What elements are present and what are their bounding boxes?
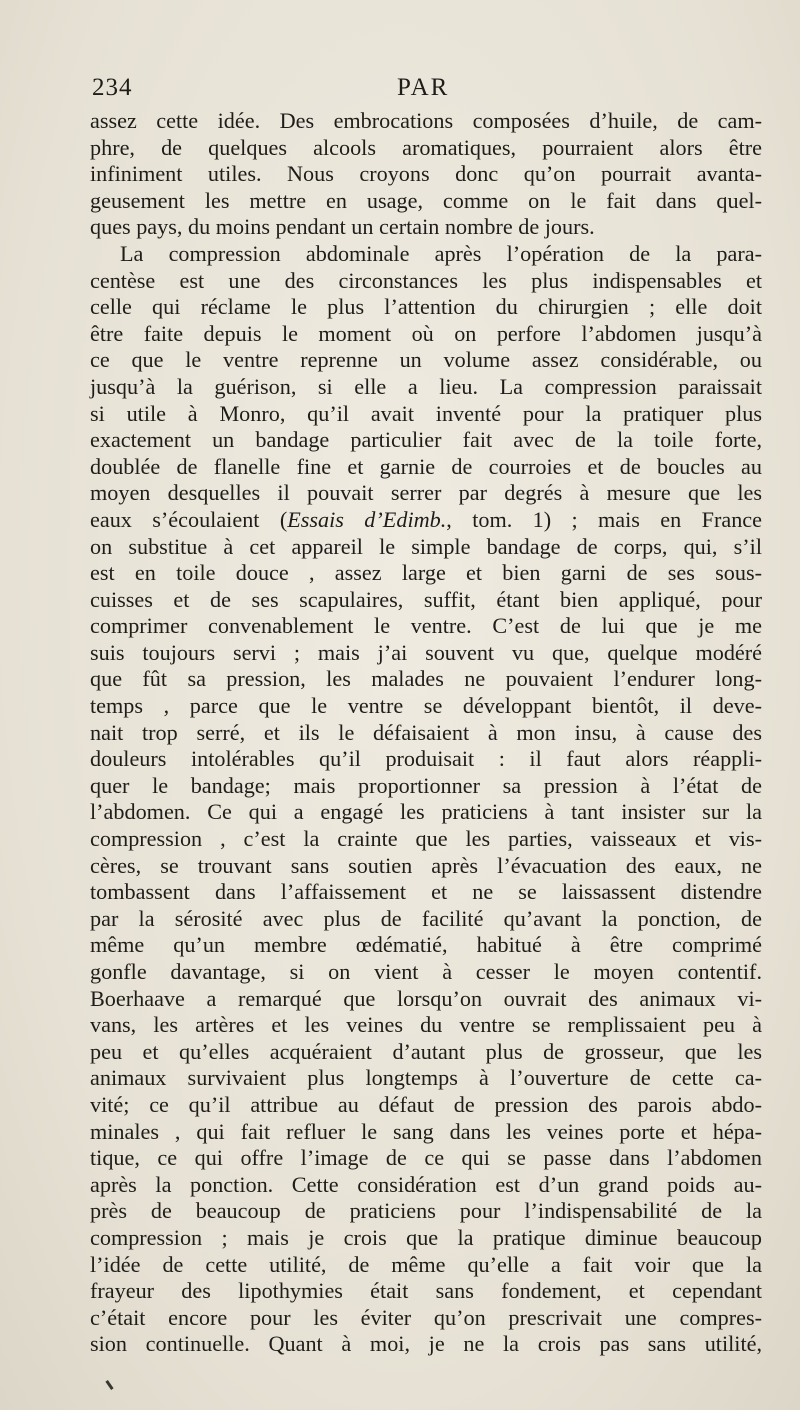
page-header bbox=[92, 74, 760, 110]
text-line: doublée de flanelle fine et garnie de courroies et de boucles au bbox=[90, 453, 762, 479]
text-line: geusement les mettre en usage, comme on le fait dans quel- bbox=[90, 187, 762, 213]
text-line: Boerhaave a remarqué que lorsqu’on ouvrait des animaux vi- bbox=[90, 985, 762, 1011]
text-line: par la sérosité avec plus de facilité qu’avant la ponction, de bbox=[90, 905, 762, 931]
text-line: après la ponction. Cette considération est d’un grand poids au- bbox=[90, 1171, 762, 1197]
text-line: infiniment utiles. Nous croyons donc qu’on pourrait avanta- bbox=[90, 161, 762, 187]
text-line: ques pays, du moins pendant un certain nombre de jours. bbox=[90, 214, 595, 240]
text-line: centèse est une des circonstances les plus indispensables et bbox=[90, 267, 762, 293]
text-line: ce que le ventre reprenne un volume assez considérable, ou bbox=[90, 347, 762, 373]
text-line: l’idée de cette utilité, de même qu’elle a fait voir que la bbox=[90, 1251, 762, 1277]
text-line: sion continuelle. Quant à moi, je ne la crois pas sans utilité, bbox=[90, 1331, 762, 1357]
text-line: celle qui réclame le plus l’attention du chirurgien ; elle doit bbox=[90, 294, 762, 320]
text-line: tique, ce qui offre l’image de ce qui se passe dans l’abdomen bbox=[90, 1145, 762, 1171]
text-line: l’abdomen. Ce qui a engagé les praticiens à tant insister sur la bbox=[90, 799, 762, 825]
text-line: La compression abdominale après l’opération de la para- bbox=[120, 240, 762, 266]
text-line: minales , qui fait refluer le sang dans les veines porte et hépa- bbox=[90, 1118, 762, 1144]
text-line: jusqu’à la guérison, si elle a lieu. La compression paraissait bbox=[90, 373, 762, 399]
cited-work-title: Essais d’Edimb. bbox=[287, 506, 447, 532]
text-line: vans, les artères et les veines du ventre se remplissaient peu à bbox=[90, 1012, 762, 1038]
text-line: temps , parce que le ventre se développant bientôt, il deve- bbox=[90, 693, 762, 719]
text-line: près de beaucoup de praticiens pour l’indispensabilité de la bbox=[90, 1198, 762, 1224]
text-line: on substitue à cet appareil le simple bandage de corps, qui, s’il bbox=[90, 533, 762, 559]
text-line: phre, de quelques alcools aromatiques, pourraient alors être bbox=[90, 134, 762, 160]
text-line: nait trop serré, et ils le défaisaient à mon insu, à cause des bbox=[90, 719, 762, 745]
text-line: vité; ce qu’il attribue au défaut de pression des parois abdo- bbox=[90, 1091, 762, 1117]
text-line: compression ; mais je crois que la pratique diminue beaucoup bbox=[90, 1224, 762, 1250]
text-line: moyen desquelles il pouvait serrer par degrés à mesure que les bbox=[90, 480, 762, 506]
text-line: eaux s’écoulaient (Essais d’Edimb., tom. 1) ; mais en France bbox=[90, 506, 762, 532]
text-line: cères, se trouvant sans soutien après l’évacuation des eaux, ne bbox=[90, 852, 762, 878]
text-line: que fût sa pression, les malades ne pouvaient l’endurer long- bbox=[90, 666, 762, 692]
text-line: même qu’un membre œdématié, habitué à être comprimé bbox=[90, 932, 762, 958]
text-line: assez cette idée. Des embrocations composées d’huile, de cam- bbox=[90, 108, 762, 133]
text-line: comprimer convenablement le ventre. C’est de lui que je me bbox=[90, 613, 762, 639]
text-line: est en toile douce , assez large et bien garni de ses sous- bbox=[90, 560, 762, 586]
running-head: PAR bbox=[397, 74, 450, 101]
text-line: douleurs intolérables qu’il produisait : il faut alors réappli- bbox=[90, 746, 762, 772]
text-line: suis toujours servi ; mais j’ai souvent vu que, quelque modéré bbox=[90, 639, 762, 665]
text-line: exactement un bandage particulier fait avec de la toile forte, bbox=[90, 427, 762, 453]
ink-mark bbox=[105, 1380, 113, 1390]
page-number: 234 bbox=[92, 74, 133, 101]
text-line: peu et qu’elles acquéraient d’autant plus de grosseur, que les bbox=[90, 1038, 762, 1064]
text-line: gonfle davantage, si on vient à cesser le moyen contentif. bbox=[90, 959, 762, 984]
text-line: frayeur des lipothymies était sans fondement, et cependant bbox=[90, 1278, 762, 1304]
text-line: animaux survivaient plus longtemps à l’ouverture de cette ca- bbox=[90, 1065, 762, 1091]
text-line: tombassent dans l’affaissement et ne se laissassent distendre bbox=[90, 879, 762, 905]
text-line: quer le bandage; mais proportionner sa pression à l’état de bbox=[90, 772, 762, 798]
text-line: compression , c’est la crainte que les parties, vaisseaux et vis- bbox=[90, 826, 762, 852]
body-text bbox=[90, 108, 762, 1358]
text-line: c’était encore pour les éviter qu’on prescrivait une compres- bbox=[90, 1304, 762, 1330]
text-line: si utile à Monro, qu’il avait inventé pour la pratiquer plus bbox=[90, 400, 762, 426]
text-line: cuisses et de ses scapulaires, suffit, étant bien appliqué, pour bbox=[90, 586, 762, 612]
text-line: être faite depuis le moment où on perfore l’abdomen jusqu’à bbox=[90, 320, 762, 346]
